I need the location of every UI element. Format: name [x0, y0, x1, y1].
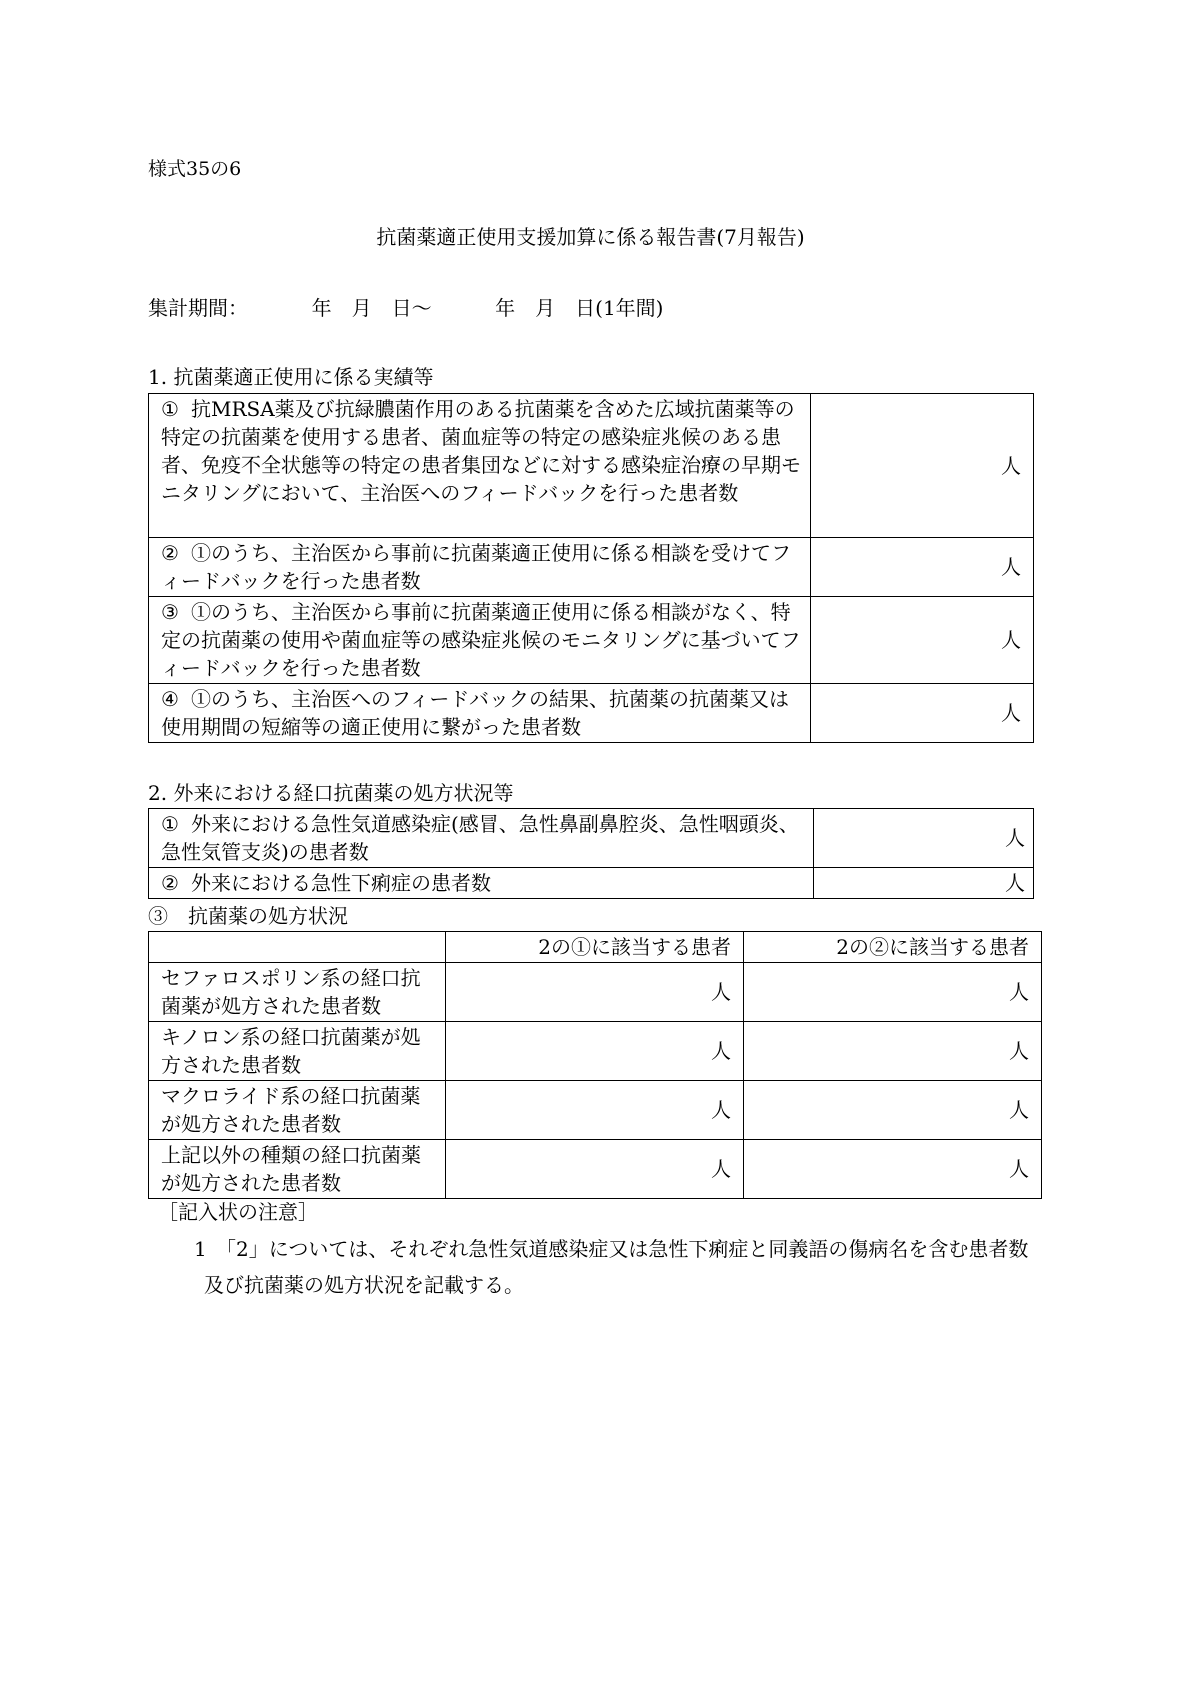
count-cell[interactable]: 人 — [446, 1140, 744, 1199]
table-row — [149, 809, 1034, 868]
row-description: ③ ①のうち、主治医から事前に抗菌薬適正使用に係る相談がなく、特定の抗菌薬の使用や菌血症等の感染症兆候のモニタリングに基づいてフィードバックを行った患者数 — [149, 597, 811, 684]
row-description: ① 外来における急性気道感染症(感冒、急性鼻副鼻腔炎、急性咽頭炎、急性気管支炎)の患者数 — [149, 809, 814, 868]
period-from: 年 月 日～ — [311, 296, 432, 320]
table-row — [149, 394, 1034, 538]
section2-heading: 2. 外来における経口抗菌薬の処方状況等 — [148, 781, 514, 805]
section2-table — [148, 808, 1034, 899]
header-col-1: 2の①に該当する患者 — [446, 932, 744, 963]
table-row — [149, 597, 1034, 684]
row-description: ① 抗MRSA薬及び抗緑膿菌作用のある抗菌薬を含めた広域抗菌薬等の特定の抗菌薬を使用する患者、菌血症等の特定の感染症兆候のある患者、免疫不全状態等の特定の患者集団などに対する感染症治療の早期モニタリングにおいて、主治医へのフィードバックを行った患者数 — [149, 394, 811, 538]
row-description: ② 外来における急性下痢症の患者数 — [149, 868, 814, 899]
count-cell[interactable]: 人 — [744, 963, 1042, 1022]
section1-heading: 1. 抗菌薬適正使用に係る実績等 — [148, 365, 434, 389]
row-label: マクロライド系の経口抗菌薬が処方された患者数 — [149, 1081, 446, 1140]
count-cell[interactable]: 人 — [744, 1022, 1042, 1081]
header-col-2: 2の②に該当する患者 — [744, 932, 1042, 963]
form-number: 様式35の6 — [148, 158, 242, 180]
count-cell[interactable]: 人 — [811, 538, 1034, 597]
count-cell[interactable]: 人 — [446, 1022, 744, 1081]
count-cell[interactable]: 人 — [744, 1140, 1042, 1199]
table-row — [149, 1140, 1042, 1199]
aggregation-period — [148, 292, 664, 321]
count-cell[interactable]: 人 — [446, 1081, 744, 1140]
table-row — [149, 963, 1042, 1022]
count-cell[interactable]: 人 — [446, 963, 744, 1022]
notes-title: ［記入状の注意］ — [158, 1200, 318, 1224]
count-cell[interactable]: 人 — [814, 868, 1034, 899]
note-item — [194, 1231, 1034, 1303]
count-cell[interactable]: 人 — [814, 809, 1034, 868]
row-description: ② ①のうち、主治医から事前に抗菌薬適正使用に係る相談を受けてフィードバックを行った患者数 — [149, 538, 811, 597]
row-label: 上記以外の種類の経口抗菌薬が処方された患者数 — [149, 1140, 446, 1199]
table-row — [149, 868, 1034, 899]
table-row — [149, 538, 1034, 597]
period-to: 年 月 日(1年間) — [495, 296, 664, 320]
table-row — [149, 1022, 1042, 1081]
row-label: セファロスポリン系の経口抗菌薬が処方された患者数 — [149, 963, 446, 1022]
table-row — [149, 1081, 1042, 1140]
prescription-status-heading: ③ 抗菌薬の処方状況 — [148, 904, 348, 928]
count-cell[interactable]: 人 — [811, 684, 1034, 743]
note-text: 「2」については、それぞれ急性気道感染症又は急性下痢症と同義語の傷病名を含む患者数及び抗菌薬の処方状況を記載する。 — [204, 1237, 1029, 1297]
section1-table — [148, 393, 1034, 743]
row-label: キノロン系の経口抗菌薬が処方された患者数 — [149, 1022, 446, 1081]
table-header-row — [149, 932, 1042, 963]
row-description: ④ ①のうち、主治医へのフィードバックの結果、抗菌薬の抗菌薬又は使用期間の短縮等の適正使用に繋がった患者数 — [149, 684, 811, 743]
count-cell[interactable]: 人 — [811, 597, 1034, 684]
count-cell[interactable]: 人 — [811, 394, 1034, 538]
period-label: 集計期間： — [148, 296, 248, 320]
header-blank — [149, 932, 446, 963]
document-title: 抗菌薬適正使用支援加算に係る報告書(7月報告) — [376, 225, 805, 249]
count-cell[interactable]: 人 — [744, 1081, 1042, 1140]
table-row — [149, 684, 1034, 743]
note-number: 1 — [194, 1237, 207, 1261]
prescription-status-table — [148, 931, 1042, 1199]
